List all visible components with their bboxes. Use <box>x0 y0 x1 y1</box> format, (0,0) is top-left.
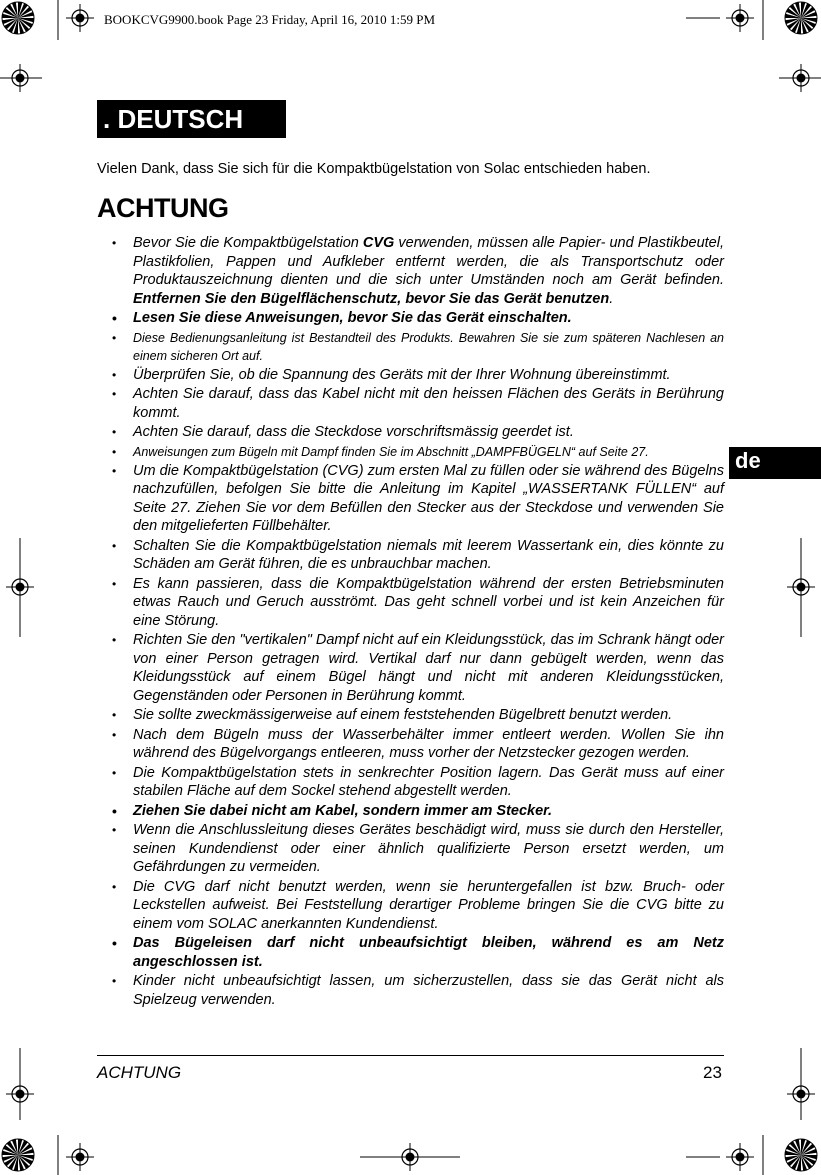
list-item: • Kinder nicht unbeaufsichtigt lassen, um sicherzustellen, dass sie das Gerät nicht als Spielzeug verwenden. <box>112 972 724 1009</box>
list-item: • Achten Sie darauf, dass das Kabel nicht mit den heissen Flächen des Geräts in Berührung kommt. <box>112 385 724 422</box>
footer-section-name: ACHTUNG <box>97 1063 182 1082</box>
list-item: • Um die Kompaktbügelstation (CVG) zum ersten Mal zu füllen oder sie während des Bügelns nachzufüllen, befolgen Sie bitte die Anleitung im Kapitel „WASSERTANK FÜLLEN“ auf Seite 27. Ziehen Sie vor dem Befüllen den Stecker aus der Steckdose und verwenden Sie den mitgelieferten Füllbehälter. <box>112 462 724 536</box>
list-item: • Richten Sie den "vertikalen" Dampf nicht auf ein Kleidungsstück, das im Schrank hängt oder von einer Person getragen wird. Vertikal darf nur dann gebügelt werden, wenn das Kleidungsstück auf einem Bügel hängt und nicht mit anderen Kleidungsstücken, Gegenständen oder Personen in Berührung kommt. <box>112 631 724 705</box>
page-number: 23 <box>703 1063 722 1082</box>
list-item: • Die Kompaktbügelstation stets in senkrechter Position lagern. Das Gerät muss auf einer stabilen Fläche auf dem Sockel stehend abgestellt werden. <box>112 764 724 801</box>
list-item: • Wenn die Anschlussleitung dieses Gerätes beschädigt wird, muss sie durch den Hersteller, seinen Kundendienst oder einer ähnlich qualifizierte Person ersetzt werden, um Gefährdungen zu vermeiden. <box>112 821 724 877</box>
list-item: • Lesen Sie diese Anweisungen, bevor Sie das Gerät einschalten. <box>112 309 724 328</box>
list-item: • Achten Sie darauf, dass die Steckdose vorschriftsmässig geerdet ist. <box>112 423 724 442</box>
warning-list <box>112 234 724 1010</box>
list-item: • Nach dem Bügeln muss der Wasserbehälter immer entleert werden. Wollen Sie ihn während des Bügelvorgangs entleeren, muss vorher der Netzstecker gezogen werden. <box>112 726 724 763</box>
print-header: BOOKCVG9900.book Page 23 Friday, April 16, 2010 1:59 PM <box>104 12 436 27</box>
list-item: • Bevor Sie die Kompaktbügelstation CVG verwenden, müssen alle Papier- und Plastikbeutel, Plastikfolien, Pappen und Aufkleber entfernt werden, die als Transportschutz oder Produktauszeichnung dienten und die sich unter Umständen noch am Gerät befinden. Entfernen Sie den Bügelflächenschutz, bevor Sie das Gerät benutzen. <box>112 234 724 308</box>
list-item: • Ziehen Sie dabei nicht am Kabel, sondern immer am Stecker. <box>112 802 724 821</box>
list-item: • Überprüfen Sie, ob die Spannung des Geräts mit der Ihrer Wohnung übereinstimmt. <box>112 366 724 385</box>
section-title: ACHTUNG <box>97 193 229 223</box>
list-item: • Das Bügeleisen darf nicht unbeaufsichtigt bleiben, während es am Netz angeschlossen ist. <box>112 934 724 971</box>
intro-text: Vielen Dank, dass Sie sich für die Kompaktbügelstation von Solac entschieden haben. <box>97 161 651 177</box>
list-item: • Schalten Sie die Kompaktbügelstation niemals mit leerem Wassertank ein, dies könnte zu Schäden am Gerät führen, die es unbrauchbar machen. <box>112 537 724 574</box>
list-item: • Die CVG darf nicht benutzt werden, wenn sie heruntergefallen ist bzw. Bruch- oder Leckstellen aufweist. Bei Feststellung derartiger Probleme bringen Sie die CVG bitte zu einem vom SOLAC anerkannten Kundendienst. <box>112 878 724 934</box>
list-item: • Diese Bedienungsanleitung ist Bestandteil des Produkts. Bewahren Sie sie zum späteren Nachlesen an einem sicheren Ort auf. <box>112 329 724 365</box>
list-item: • Es kann passieren, dass die Kompaktbügelstation während der ersten Betriebsminuten etwas Rauch und Geruch ausströmt. Das geht schnell vorbei und ist kein Anzeichen für eine Störung. <box>112 575 724 631</box>
footer-divider <box>97 1055 724 1056</box>
language-tab: de <box>729 447 821 479</box>
list-item: • Anweisungen zum Bügeln mit Dampf finden Sie im Abschnitt „DAMPFBÜGELN“ auf Seite 27. <box>112 443 724 461</box>
language-heading: . DEUTSCH <box>97 100 286 138</box>
list-item: • Sie sollte zweckmässigerweise auf einem feststehenden Bügelbrett benutzt werden. <box>112 706 724 725</box>
